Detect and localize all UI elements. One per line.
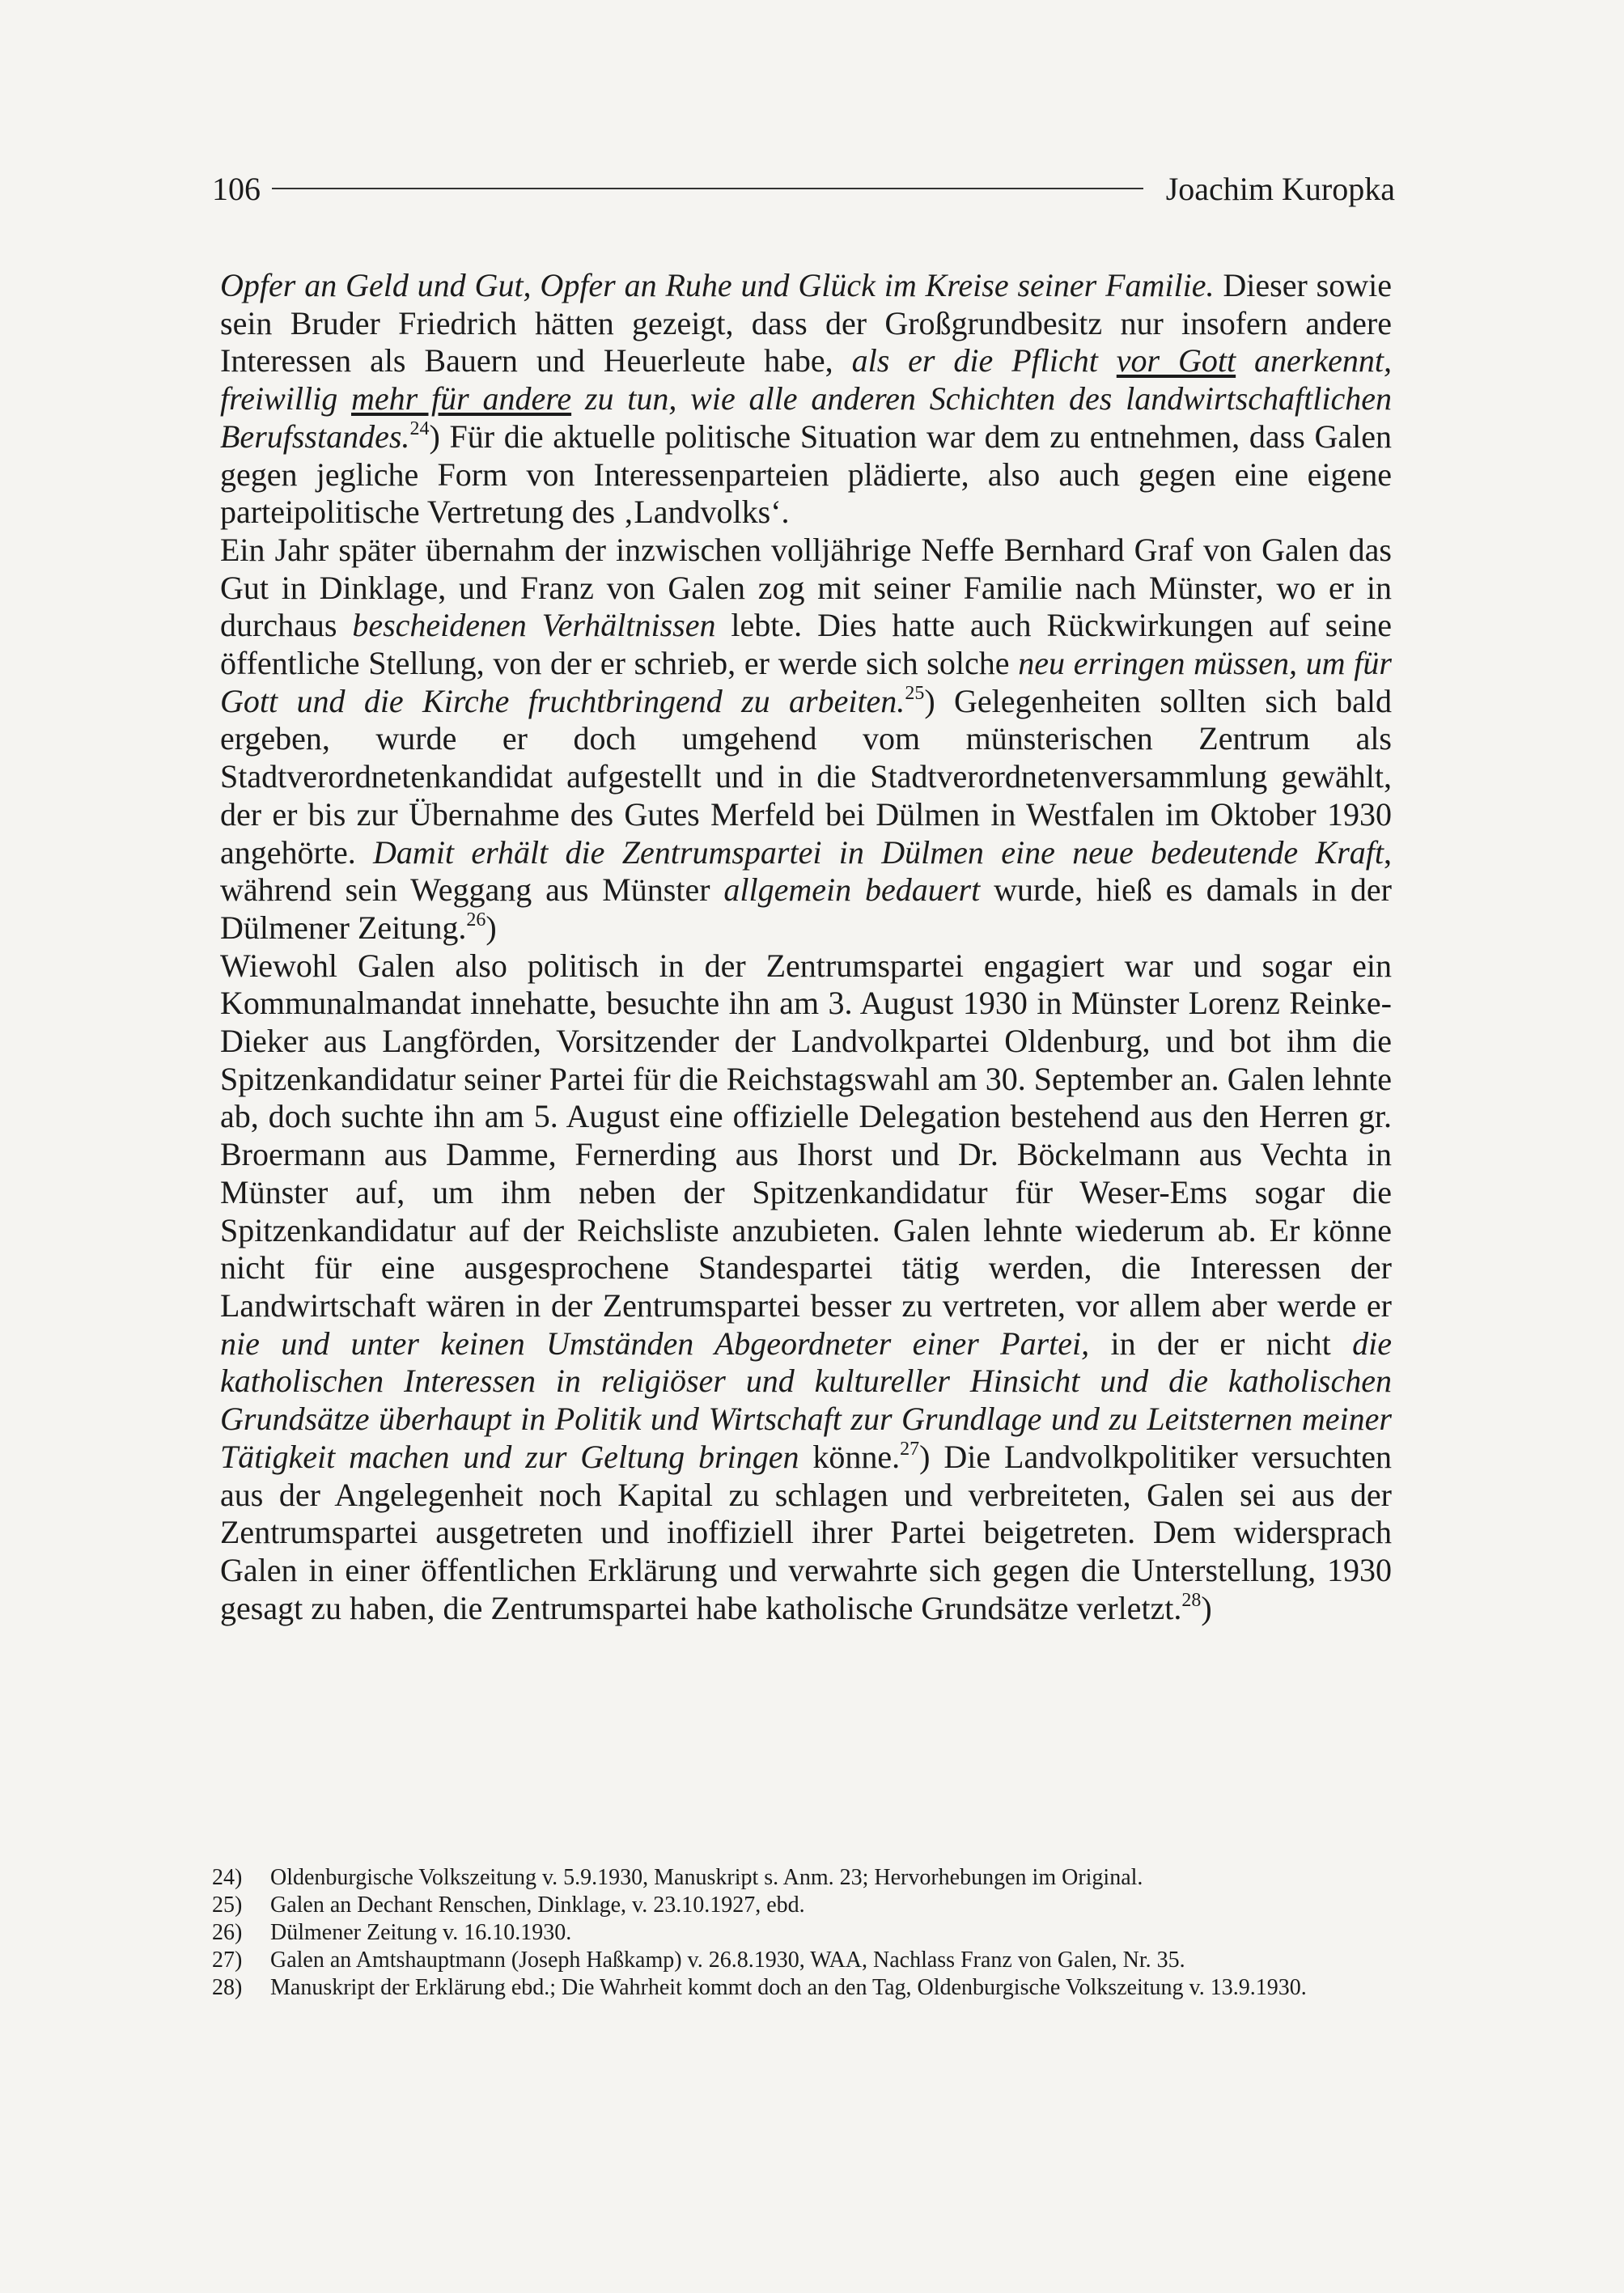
footnote-text: Galen an Dechant Renschen, Dinklage, v. 23.10.1927, ebd. <box>270 1892 805 1918</box>
body-paragraph <box>220 267 1392 532</box>
footnote <box>212 1865 1395 1891</box>
header-rule <box>272 188 1143 189</box>
footnote-number: 27) <box>212 1948 243 1973</box>
footnote-ref: 25 <box>905 682 925 704</box>
text-run: ) Für die aktuelle politische Situation war dem zu entnehmen, dass Galen gegen jegliche Form von Interessenparteien plädierte, also auch gegen eine eigene parteipolitische Vertretung des ‚Landvolks‘. <box>220 417 1392 531</box>
text-run: in der er nicht <box>1089 1325 1353 1362</box>
footnote-number: 28) <box>212 1975 243 2000</box>
italic-text: zu tun, wie alle anderen Schichten des landwirtschaftlichen Berufsstandes. <box>220 380 1392 455</box>
footnote <box>212 1975 1395 2001</box>
footnote <box>212 1920 1395 1946</box>
running-header <box>212 164 1395 213</box>
footnote-number: 25) <box>212 1892 243 1918</box>
italic-text: Opfer an Geld und Gut, Opfer an Ruhe und Glück im Kreise seiner Familie. <box>220 267 1215 303</box>
text-run: ) Gelegenheiten sollten sich bald ergeben, wurde er doch umgehend vom münsterischen Zentrum als Stadtverordnetenkandidat aufgestellt und in die Stadtverordnetenversammlung gewählt, der er bis zur Übernahme des Gutes Merfeld bei Dülmen in Westfalen im Oktober 1930 angehörte. <box>220 682 1392 871</box>
italic-text: anerkennt, freiwillig <box>220 342 1393 417</box>
text-run: Dieser sowie sein Bruder Friedrich hätten gezeigt, dass der Großgrundbesitz nur insofern andere Interessen als Bauern und Heuerleute habe, <box>220 267 1392 379</box>
text-run: Wiewohl Galen also politisch in der Zentrumspartei engagiert war und sogar ein Kommunalmandat innehatte, besuchte ihn am 3. August 1930 in Münster Lorenz Reinke-Dieker aus Langförden, Vorsitzender der Landvolkpartei Oldenburg, und bot ihm die Spitzenkandidatur seiner Partei für die Reichstagswahl am 30. September an. Galen lehnte ab, doch suchte ihn am 5. August eine offizielle Delegation bestehend aus den Herren gr. Broermann aus Damme, Fernerding aus Ihorst und Dr. Böckelmann aus Vechta in Münster auf, um ihm neben der Spitzenkandidatur für Weser-Ems sogar die Spitzenkandidatur auf der Reichsliste anzubieten. Galen lehnte wiederum ab. Er könne nicht für eine ausgesprochene Standespartei tätig werden, die Interessen der Landwirtschaft wären in der Zentrumspartei besser zu vertreten, vor allem aber werde er <box>220 947 1392 1324</box>
text-run: Ein Jahr später übernahm der inzwischen volljährige Neffe Bernhard Graf von Galen das Gut in Dinklage, und Franz von Galen zog mit seiner Familie nach Münster, wo er in durchaus <box>220 531 1392 644</box>
text-run: ) <box>486 909 497 946</box>
footnote-number: 26) <box>212 1920 243 1945</box>
italic-text: bescheidenen Verhältnissen <box>352 607 716 644</box>
text-run: , während sein Weggang aus Münster <box>220 833 1392 909</box>
text-run: ) Die Landvolkpolitiker versuchten aus der Angelegenheit noch Kapital zu schlagen und verbreiteten, Galen sei aus der Zentrumspartei ausgetreten und inoffiziell ihrer Partei beigetreten. Dem widersprach Galen in einer öffentlichen Erklärung und verwahrte sich gegen die Unterstellung, 1930 gesagt zu haben, die Zentrumspartei habe katholische Grundsätze verletzt. <box>220 1438 1392 1626</box>
text-run: wurde, hieß es damals in der Dülmener Zeitung. <box>220 871 1392 946</box>
italic-text: nie und unter keinen Umständen Abgeordneter einer Partei, <box>220 1325 1090 1362</box>
footnote <box>212 1948 1395 1973</box>
body-paragraph <box>220 947 1392 1628</box>
underlined-italic-text: vor Gott <box>1116 342 1236 379</box>
italic-text: Damit erhält die Zentrumspartei in Dülmen eine neue bedeutende Kraft <box>373 833 1384 871</box>
footnote-text: Oldenburgische Volkszeitung v. 5.9.1930, Manuskript s. Anm. 23; Hervorhebungen im Original. <box>270 1865 1143 1890</box>
footnote-number: 24) <box>212 1865 243 1890</box>
italic-text: allgemein bedauert <box>723 871 981 909</box>
footnote-ref: 27 <box>900 1438 920 1460</box>
page-number: 106 <box>212 170 261 207</box>
header-author: Joachim Kuropka <box>1165 170 1395 207</box>
text-run: ) <box>1201 1589 1212 1626</box>
underlined-italic-text: mehr für andere <box>351 380 572 417</box>
footnote-ref: 26 <box>466 909 486 930</box>
italic-text: neu erringen müssen, um für Gott und die Kirche fruchtbringend zu arbeiten. <box>220 645 1392 719</box>
body-paragraph <box>220 532 1392 947</box>
italic-text: die katholischen Interessen in religiöser und kultureller Hinsicht und die katholischen Grundsätze überhaupt in Politik und Wirtschaft zur Grundlage und zu Leitsternen meiner Tätigkeit machen und zur Geltung bringen <box>220 1325 1392 1475</box>
text-run: lebte. Dies hatte auch Rückwirkungen auf seine öffentliche Stellung, von der er schrieb, er werde sich solche <box>220 607 1392 682</box>
text-run: könne. <box>799 1438 901 1475</box>
footnote <box>212 1892 1395 1918</box>
footnote-ref: 24 <box>409 417 430 439</box>
footnotes <box>212 1865 1395 2003</box>
footnote-text: Galen an Amtshauptmann (Joseph Haßkamp) v. 26.8.1930, WAA, Nachlass Franz von Galen, Nr. 35. <box>270 1948 1185 1973</box>
footnote-ref: 28 <box>1181 1589 1202 1611</box>
footnote-text: Dülmener Zeitung v. 16.10.1930. <box>270 1920 572 1945</box>
body-text <box>220 267 1392 1627</box>
footnote-text: Manuskript der Erklärung ebd.; Die Wahrheit kommt doch an den Tag, Oldenburgische Volkszeitung v. 13.9.1930. <box>270 1975 1307 2000</box>
italic-text: als er die Pflicht <box>851 342 1117 379</box>
